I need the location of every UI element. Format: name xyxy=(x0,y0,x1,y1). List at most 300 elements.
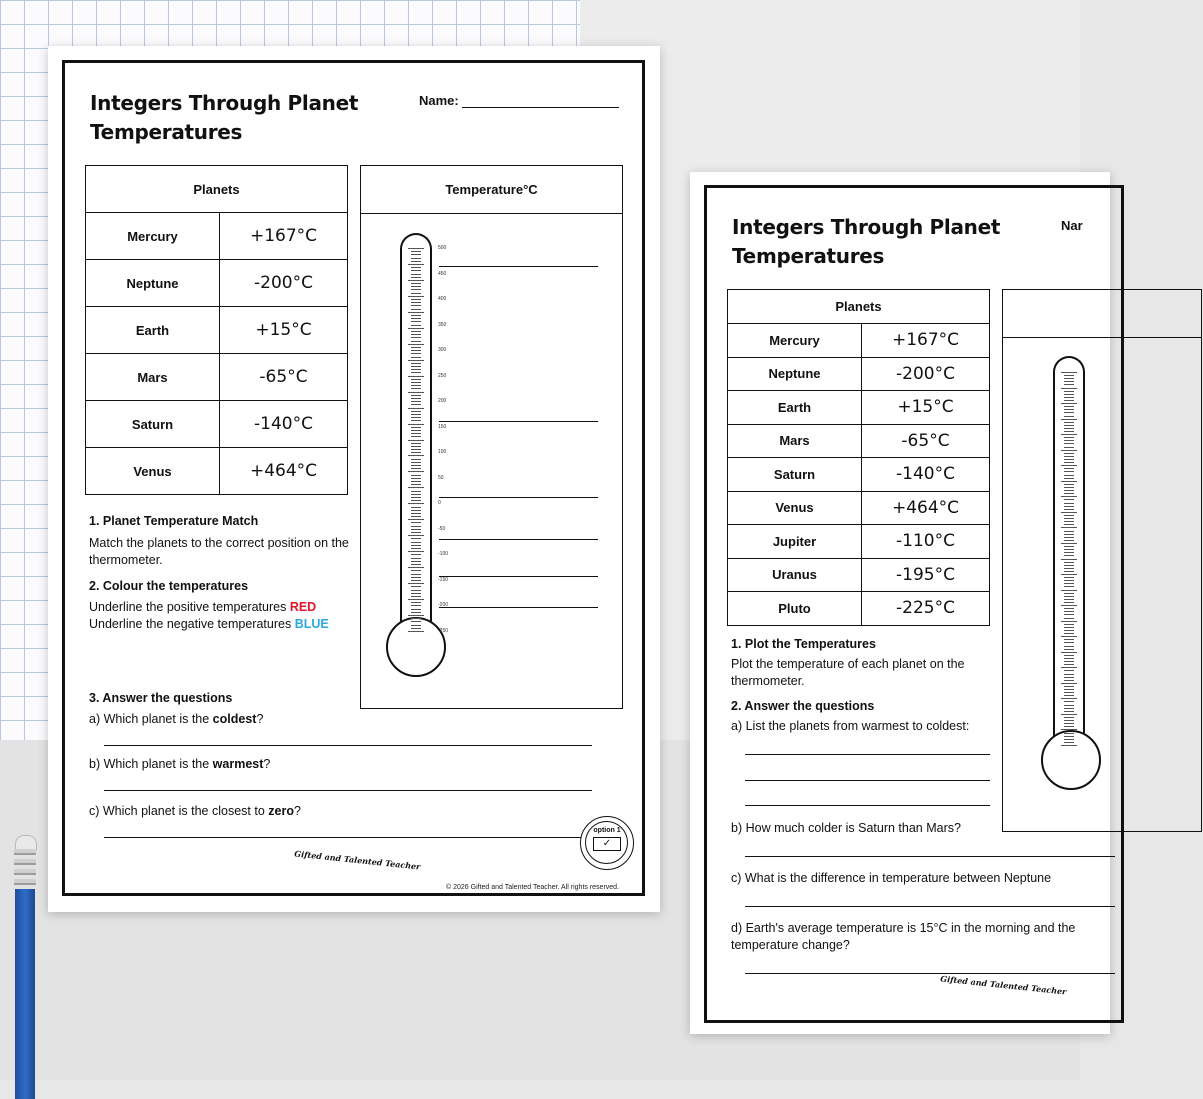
scale-label: -250 xyxy=(438,628,449,634)
thermometer-tick xyxy=(411,341,421,342)
thermometer-tick xyxy=(1064,475,1074,476)
thermometer-tick xyxy=(1064,490,1074,491)
thermometer-tick xyxy=(411,261,421,262)
thermometer-tick xyxy=(411,372,421,373)
planet-name: Venus xyxy=(728,491,862,525)
planet-temp: -140°C xyxy=(862,458,990,492)
answer-line[interactable] xyxy=(745,780,990,781)
answer-line[interactable] xyxy=(439,576,598,577)
thermometer-tick xyxy=(1064,642,1074,643)
ferrule xyxy=(14,849,36,889)
answer-line-c[interactable] xyxy=(104,837,582,838)
thermometer-tick xyxy=(411,593,421,594)
thermometer-tick xyxy=(411,318,421,319)
thermometer-tick xyxy=(408,248,424,249)
thermometer-tick xyxy=(411,497,421,498)
thermometer-tick xyxy=(1064,562,1074,563)
scale-label: -150 xyxy=(438,576,449,583)
thermometer-tick xyxy=(1064,733,1074,734)
thermometer-tick xyxy=(411,574,421,575)
thermometer-tick xyxy=(408,551,424,552)
thermometer-tick xyxy=(411,554,421,555)
planet-name: Earth xyxy=(728,391,862,425)
name-label: Nar xyxy=(1061,218,1083,233)
thermometer-tick xyxy=(1064,655,1074,656)
thermometer-tick xyxy=(408,567,424,568)
thermometer-box xyxy=(360,165,623,709)
thermometer-tick xyxy=(1064,406,1074,407)
thermometer-tick xyxy=(1064,375,1074,376)
thermometer-tick xyxy=(1064,596,1074,597)
thermometer-tick xyxy=(1061,450,1077,451)
thermometer-tick xyxy=(1064,720,1074,721)
thermometer-tick xyxy=(411,494,421,495)
thermometer-tick xyxy=(1064,422,1074,423)
scale-label: 300 xyxy=(438,347,447,354)
question-c: c) What is the difference in temperature between Neptune xyxy=(731,871,1052,885)
thermometer-tick xyxy=(1064,431,1074,432)
thermometer-tick xyxy=(1064,549,1074,550)
planet-table xyxy=(727,289,990,626)
thermometer-tick xyxy=(1064,708,1074,709)
question-b-bold: warmest xyxy=(212,757,264,771)
thermometer-tick xyxy=(1061,419,1077,420)
scale-label: 150 xyxy=(438,423,447,430)
thermometer-tick xyxy=(408,583,424,584)
thermometer-tick xyxy=(1064,717,1074,718)
negative-instruction: Underline the negative temperatures xyxy=(89,617,295,631)
worksheet-option-1 xyxy=(48,46,660,912)
thermometer-tick xyxy=(408,615,424,616)
table-header: Planets xyxy=(86,166,348,213)
thermometer-tick xyxy=(1064,649,1074,650)
thermometer-tick xyxy=(411,420,421,421)
thermometer-tick xyxy=(408,440,424,441)
thermometer-tick xyxy=(1061,465,1077,466)
thermometer-tick xyxy=(1061,745,1077,746)
question-2-heading: 2. Answer the questions xyxy=(731,699,875,713)
thermometer-tick xyxy=(411,353,421,354)
thermometer-tick xyxy=(411,293,421,294)
thermometer-tick xyxy=(411,277,421,278)
planet-temp: +15°C xyxy=(862,391,990,425)
thermometer-tick xyxy=(1061,559,1077,560)
planet-temp: +464°C xyxy=(862,491,990,525)
thermometer-tick xyxy=(411,411,421,412)
thermometer-tick xyxy=(411,596,421,597)
planet-name: Mars xyxy=(86,354,220,401)
brand-logo: Gifted and Talented Teacher xyxy=(293,848,421,872)
title-line-1: Integers Through Planet xyxy=(90,91,359,115)
thermometer-tick xyxy=(1064,518,1074,519)
scale-label: 50 xyxy=(438,474,444,481)
planet-temp: +464°C xyxy=(220,448,348,495)
option-badge xyxy=(580,816,634,870)
thermometer-tick xyxy=(1064,611,1074,612)
thermometer-tick xyxy=(411,430,421,431)
copyright: © 2026 Gifted and Talented Teacher. All rights reserved. xyxy=(446,884,620,891)
thermometer-tick xyxy=(411,621,421,622)
thermometer-tick xyxy=(1064,409,1074,410)
thermometer-tick xyxy=(411,526,421,527)
question-a-bold: coldest xyxy=(212,712,257,726)
thermometer-tick xyxy=(1061,512,1077,513)
answer-line[interactable] xyxy=(745,754,990,755)
thermometer-tick xyxy=(411,625,421,626)
scale-label: 450 xyxy=(438,270,447,277)
thermometer-tick xyxy=(408,471,424,472)
thermometer-tick xyxy=(411,433,421,434)
planet-table xyxy=(85,165,348,495)
thermometer-tick xyxy=(411,302,421,303)
planet-temp: -200°C xyxy=(862,357,990,391)
thermometer-tick xyxy=(1064,639,1074,640)
thermometer-tick xyxy=(1064,487,1074,488)
thermometer-tick xyxy=(411,404,421,405)
thermometer-tick xyxy=(411,357,421,358)
thermometer-tick xyxy=(408,631,424,632)
thermometer-tick xyxy=(411,452,421,453)
thermometer-tick xyxy=(1064,555,1074,556)
thermometer-tick xyxy=(1064,633,1074,634)
thermometer-tick xyxy=(408,535,424,536)
thermometer-tick xyxy=(1064,680,1074,681)
planet-name: Venus xyxy=(86,448,220,495)
thermometer-tick xyxy=(411,446,421,447)
thermometer-tick xyxy=(1064,701,1074,702)
thermometer-tick xyxy=(408,487,424,488)
question-b-text: b) Which planet is the xyxy=(89,757,213,771)
name-field[interactable] xyxy=(462,107,619,108)
thermometer-tick xyxy=(411,305,421,306)
planet-name: Neptune xyxy=(86,260,220,307)
thermometer-tick xyxy=(411,427,421,428)
thermometer-tick xyxy=(411,270,421,271)
thermometer-tick xyxy=(1064,499,1074,500)
scale-label: -200 xyxy=(438,602,449,609)
thermometer-tick xyxy=(411,401,421,402)
scale-label: 200 xyxy=(438,398,447,405)
thermometer-tick xyxy=(1061,667,1077,668)
thermometer-tick xyxy=(1064,736,1074,737)
thermometer-tick xyxy=(1061,683,1077,684)
thermometer-tick xyxy=(411,513,421,514)
thermometer-tick xyxy=(1064,440,1074,441)
thermometer-tick xyxy=(1061,729,1077,730)
scale-label: 400 xyxy=(438,296,447,303)
thermometer-tick xyxy=(411,385,421,386)
planet-name: Jupiter xyxy=(728,525,862,559)
thermometer-tick xyxy=(411,443,421,444)
thermometer-tick xyxy=(1064,677,1074,678)
thermometer-tick xyxy=(1064,540,1074,541)
thermometer-tick xyxy=(1064,503,1074,504)
thermometer-tick xyxy=(1061,403,1077,404)
thermometer-tick xyxy=(408,424,424,425)
thermometer-tick xyxy=(1064,471,1074,472)
thermometer-tick xyxy=(411,459,421,460)
answer-line-b[interactable] xyxy=(104,790,592,791)
thermometer-tick xyxy=(1064,695,1074,696)
thermometer-tick xyxy=(1064,614,1074,615)
thermometer-tick xyxy=(411,299,421,300)
thermometer-tick xyxy=(1061,372,1077,373)
thermometer-tick xyxy=(1064,416,1074,417)
scale-label: 500 xyxy=(438,245,447,251)
thermometer-tick xyxy=(408,344,424,345)
question-a-suffix: ? xyxy=(256,712,264,726)
thermometer-tick xyxy=(411,251,421,252)
thermometer-tick xyxy=(1064,599,1074,600)
planet-name: Mars xyxy=(728,424,862,458)
thermometer-tick xyxy=(1064,618,1074,619)
thermometer-tick xyxy=(1064,412,1074,413)
blue-label: BLUE xyxy=(294,617,329,631)
thermometer-tick xyxy=(411,414,421,415)
question-c xyxy=(89,803,301,820)
thermometer-tick xyxy=(411,532,421,533)
thermometer-tick xyxy=(1064,742,1074,743)
planet-temp: -225°C xyxy=(862,592,990,626)
thermometer-tick xyxy=(1061,496,1077,497)
thermometer-tick xyxy=(1061,698,1077,699)
checkmark-icon: ✓ xyxy=(593,837,621,851)
temperature-header: Temperature°C xyxy=(361,166,622,214)
positive-instruction: Underline the positive temperatures xyxy=(89,600,290,614)
question-c-text: c) Which planet is the closest to xyxy=(89,804,269,818)
thermometer-tick xyxy=(1064,524,1074,525)
answer-line[interactable] xyxy=(745,856,1115,857)
thermometer-tick xyxy=(1064,468,1074,469)
planet-name: Mercury xyxy=(86,213,220,260)
thermometer-tick xyxy=(1064,593,1074,594)
thermometer-tick xyxy=(1061,714,1077,715)
thermometer-tick xyxy=(1064,453,1074,454)
thermometer-tick xyxy=(411,382,421,383)
planet-temp: -110°C xyxy=(862,525,990,559)
thermometer-tick xyxy=(1064,443,1074,444)
thermometer-tick xyxy=(1064,689,1074,690)
question-c-bold: zero xyxy=(268,804,294,818)
thermometer-tick xyxy=(408,455,424,456)
thermometer-tick xyxy=(1061,621,1077,622)
question-1-heading: 1. Planet Temperature Match xyxy=(89,514,259,528)
answer-line[interactable] xyxy=(439,607,598,608)
thermometer-tick xyxy=(408,280,424,281)
thermometer-tick xyxy=(411,510,421,511)
scale-label: 100 xyxy=(438,449,447,456)
thermometer-tick xyxy=(411,449,421,450)
thermometer-tick xyxy=(1061,652,1077,653)
title-line-1: Integers Through Planet xyxy=(732,215,1001,239)
thermometer-tick xyxy=(411,590,421,591)
thermometer-tick xyxy=(1064,580,1074,581)
thermometer-tick xyxy=(411,331,421,332)
thermometer-tick xyxy=(411,363,421,364)
answer-line-a[interactable] xyxy=(104,745,592,746)
thermometer-tick xyxy=(1064,484,1074,485)
thermometer-tick xyxy=(411,334,421,335)
thermometer-tick xyxy=(411,366,421,367)
planet-name: Earth xyxy=(86,307,220,354)
red-label: RED xyxy=(289,600,317,614)
thermometer-tick xyxy=(408,519,424,520)
thermometer-tick xyxy=(411,337,421,338)
question-b: b) How much colder is Saturn than Mars? xyxy=(731,821,961,835)
thermometer-tick xyxy=(1061,481,1077,482)
answer-line[interactable] xyxy=(439,421,598,422)
question-a: a) List the planets from warmest to coldest: xyxy=(731,719,970,733)
thermometer-tick xyxy=(411,522,421,523)
thermometer-tick xyxy=(1064,537,1074,538)
thermometer-tick xyxy=(411,325,421,326)
answer-line[interactable] xyxy=(745,805,990,806)
thermometer-tick xyxy=(1064,627,1074,628)
thermometer-tick xyxy=(1064,630,1074,631)
thermometer-tick xyxy=(1064,568,1074,569)
thermometer-tick xyxy=(1064,515,1074,516)
brand-logo: Gifted and Talented Teacher xyxy=(939,973,1067,997)
thermometer-tick xyxy=(411,283,421,284)
planet-temp: -200°C xyxy=(220,260,348,307)
thermometer-tick xyxy=(411,347,421,348)
thermometer-tick xyxy=(1064,456,1074,457)
answer-line[interactable] xyxy=(439,266,598,267)
thermometer-tick xyxy=(411,475,421,476)
planet-temp: -140°C xyxy=(220,401,348,448)
question-c-suffix: ? xyxy=(293,804,301,818)
thermometer-tick xyxy=(1064,705,1074,706)
thermometer-tick xyxy=(1061,434,1077,435)
thermometer-tick xyxy=(411,254,421,255)
thermometer-tick xyxy=(1064,658,1074,659)
pencil-image xyxy=(13,835,37,1095)
thermometer-box xyxy=(1002,289,1202,832)
thermometer-tick xyxy=(1061,636,1077,637)
title-line-2: Temperatures xyxy=(90,120,243,144)
thermometer-tick xyxy=(411,286,421,287)
thermometer-tick xyxy=(408,264,424,265)
question-1-heading: 1. Plot the Temperatures xyxy=(731,637,876,651)
thermometer-tick xyxy=(411,468,421,469)
thermometer-scale xyxy=(1003,290,1203,833)
thermometer-tick xyxy=(411,369,421,370)
thermometer-tick xyxy=(1064,577,1074,578)
thermometer-tick xyxy=(411,538,421,539)
thermometer-tick xyxy=(411,577,421,578)
planet-name: Neptune xyxy=(728,357,862,391)
thermometer-tick xyxy=(1061,527,1077,528)
thermometer-tick xyxy=(411,586,421,587)
thermometer-tick xyxy=(411,258,421,259)
thermometer-tick xyxy=(411,395,421,396)
worksheet-option-2 xyxy=(690,172,1110,1034)
thermometer-tick xyxy=(1064,646,1074,647)
answer-line[interactable] xyxy=(439,497,598,498)
thermometer-tick xyxy=(1064,534,1074,535)
answer-line[interactable] xyxy=(745,906,1115,907)
thermometer-tick xyxy=(411,580,421,581)
thermometer-tick xyxy=(411,388,421,389)
thermometer-tick xyxy=(1061,605,1077,606)
answer-line[interactable] xyxy=(439,539,598,540)
question-b xyxy=(89,756,270,773)
thermometer-tick xyxy=(411,609,421,610)
thermometer-tick xyxy=(1064,571,1074,572)
thermometer-tick xyxy=(1064,531,1074,532)
thermometer-tick xyxy=(1064,521,1074,522)
thermometer-tick xyxy=(1064,739,1074,740)
question-2-heading: 2. Colour the temperatures xyxy=(89,579,249,593)
question-a xyxy=(89,711,263,728)
thermometer-tick xyxy=(1064,381,1074,382)
thermometer-tick xyxy=(411,315,421,316)
thermometer-tick xyxy=(411,484,421,485)
scale-label: 0 xyxy=(438,500,441,507)
thermometer-tick xyxy=(408,376,424,377)
thermometer-tick xyxy=(1064,726,1074,727)
thermometer-tick xyxy=(408,408,424,409)
thermometer-tick xyxy=(408,328,424,329)
thermometer-tick xyxy=(411,500,421,501)
thermometer-tick xyxy=(1064,723,1074,724)
thermometer-tick xyxy=(1064,608,1074,609)
thermometer-tick xyxy=(1064,661,1074,662)
thermometer-tick xyxy=(411,309,421,310)
thermometer-tick xyxy=(1064,400,1074,401)
thermometer-tick xyxy=(411,289,421,290)
thermometer-tick xyxy=(1064,397,1074,398)
answer-line[interactable] xyxy=(745,973,1115,974)
planet-temp: -195°C xyxy=(862,558,990,592)
question-d: d) Earth's average temperature is 15°C in the morning and the temperature change? xyxy=(731,921,1076,952)
thermometer-tick xyxy=(411,465,421,466)
thermometer-tick xyxy=(411,321,421,322)
thermometer-tick xyxy=(1064,586,1074,587)
thermometer-tick xyxy=(1061,543,1077,544)
thermometer-tick xyxy=(1064,602,1074,603)
thermometer-tick xyxy=(1064,565,1074,566)
worksheet-title xyxy=(732,213,1000,271)
planet-temp: +15°C xyxy=(220,307,348,354)
thermometer-tick xyxy=(1064,478,1074,479)
thermometer-tick xyxy=(411,545,421,546)
thermometer-tick xyxy=(411,379,421,380)
thermometer-tick xyxy=(411,570,421,571)
thermometer-tick xyxy=(411,542,421,543)
thermometer-tick xyxy=(1064,674,1074,675)
thermometer-tick xyxy=(1064,711,1074,712)
thermometer-tick xyxy=(411,558,421,559)
thermometer-tick xyxy=(1064,552,1074,553)
thermometer-tick xyxy=(408,312,424,313)
thermometer-tick xyxy=(1064,428,1074,429)
thermometer-tick xyxy=(408,392,424,393)
thermometer-scale xyxy=(361,166,624,710)
thermometer-tick xyxy=(411,436,421,437)
planet-temp: +167°C xyxy=(862,324,990,358)
scale-label: -50 xyxy=(438,525,446,532)
worksheet-title xyxy=(90,89,358,147)
thermometer-tick xyxy=(411,481,421,482)
planet-temp: -65°C xyxy=(862,424,990,458)
thermometer-tick xyxy=(411,548,421,549)
thermometer-tick xyxy=(1064,509,1074,510)
thermometer-tick xyxy=(411,605,421,606)
thermometer-tick xyxy=(411,612,421,613)
name-label: Name: xyxy=(419,93,459,108)
thermometer-tick xyxy=(1064,692,1074,693)
